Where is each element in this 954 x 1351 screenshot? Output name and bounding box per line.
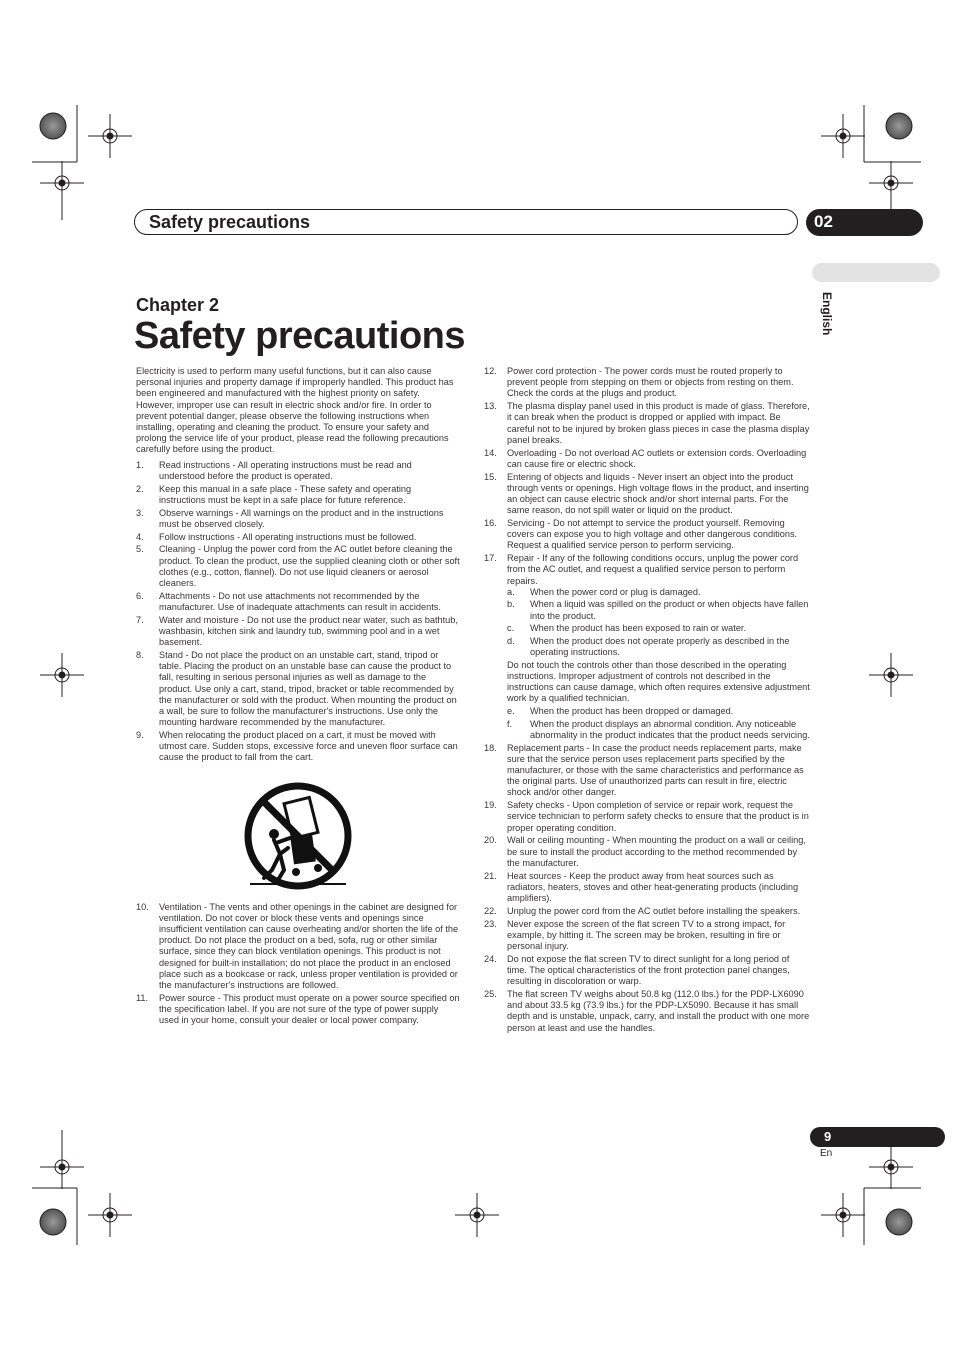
sub-list-item: c. When the product has been exposed to rain or water. [507, 623, 747, 634]
page-title: Safety precautions [134, 315, 465, 357]
list-item: 6. Attachments - Do not use attachments not recommended by the manufacturer. Use of inadequate attachments can result in accidents. [136, 590, 441, 613]
list-item: 12. Power cord protection - The power cords must be routed properly to prevent people from stepping on them or objects from resting on them. Check the cords at the plugs and product. [484, 366, 794, 399]
left-list-a [136, 460, 460, 764]
sub-list-item: d. When the product does not operate properly as described in the operating instructions. [507, 635, 790, 658]
list-item: 1. Read instructions - All operating instructions must be read and understood before the product is operated. [136, 459, 412, 481]
list-item: 18. Replacement parts - In case the product needs replacement parts, make sure that the service person uses replacement parts specified by the manufacturer, or those with the same characteristics and performance as the original parts. Use of unauthorized parts can result in fire, electric shock and/or other danger. [484, 742, 804, 798]
list-item: 11. Power source - This product must operate on a power source specified on the specification label. If you are not sure of the type of power supply used in your home, consult your dealer or local power company. [136, 992, 460, 1026]
cart-tip-over-warning-icon [238, 780, 358, 892]
list-item: 15. Entering of objects and liquids - Never insert an object into the product through vents or openings. High voltage flows in the product, and inserting an object can cause electric shock and/or short internal parts. For the same reason, do not spill water or liquid on the product. [484, 471, 809, 516]
language-label: English [820, 292, 834, 336]
list-item: 22. Unplug the power cord from the AC outlet before installing the speakers. [484, 905, 801, 916]
language-tab [812, 263, 940, 282]
left-list-b [136, 902, 460, 1027]
sub-list-item: e. When the product has been dropped or damaged. [507, 706, 734, 717]
list-item: 14. Overloading - Do not overload AC outlets or extension cords. Overloading can cause fire or electric shock. [484, 447, 807, 469]
list-item: 19. Safety checks - Upon completion of service or repair work, request the service technician to perform safety checks to ensure that the product is in proper operating condition. [484, 800, 809, 833]
left-column [136, 366, 460, 1028]
list-item: 2. Keep this manual in a safe place - These safety and operating instructions must be kept in a safe place for future reference. [136, 483, 412, 505]
list-item: 8. Stand - Do not place the product on an unstable cart, stand, tripod or table. Placing the product on an unstable base can cause the product to fall, resulting in serious personal injuries as well as damage to the product. Use only a cart, stand, tripod, bracket or table recommended by the manufacturer or sold with the product. When mounting the product on a wall, be sure to follow the manufacturer's instructions. Use only the mounting hardware recommended by the manufacturer. [136, 650, 457, 728]
section-header-bar [134, 209, 798, 235]
list-item: 10. Ventilation - The vents and other openings in the cabinet are designed for ventilation. Do not cover or block these vents and openings since insufficient ventilation can cause overheating and/or shorten the life of the product. Do not place the product on a bed, sofa, rug or other similar surface, since they can block ventilation openings. This product is not designed for built-in installation; do not place the product in an enclosed place such as a bookcase or rack, unless proper ventilation is provided or the manufacturer's instructions are followed. [136, 901, 459, 991]
page-number-tab [810, 1127, 945, 1147]
list-item: 9. When relocating the product placed on a cart, it must be moved with utmost care. Sudden stops, excessive force and uneven floor surface can cause the product to fall from the cart. [136, 730, 458, 763]
sub-list-item: a. When the power cord or plug is damaged. [507, 586, 701, 597]
list-item: 3. Observe warnings - All warnings on the product and in the instructions must be observed closely. [136, 507, 444, 529]
list-item: 16. Servicing - Do not attempt to service the product yourself. Removing covers can expose you to high voltage and other dangerous conditions. Request a qualified service person to perform servicing. [484, 518, 798, 551]
list-item: 23. Never expose the screen of the flat screen TV to a strong impact, for example, by hitting it. The screen may be broken, resulting in fire or personal injury. [484, 918, 786, 952]
section-title: Safety precautions [149, 212, 311, 232]
language-label-box [820, 292, 840, 352]
page-number: 9 [824, 1129, 832, 1144]
chapter-number: 02 [814, 212, 833, 231]
list-item: 5. Cleaning - Unplug the power cord from the AC outlet before cleaning the product. To clean the product, use the supplied cleaning cloth or other soft clothes (e.g., cotton, flannel). Do not use liquid cleaners or aerosol cleaners. [136, 544, 460, 589]
list-item: 17. Repair - If any of the following conditions occurs, unplug the power cord from the AC outlet, and request a qualified service person to perform repairs. a. When the power cord or plug is damaged. b. When a liquid was spilled on the product or when objects have fallen into the product. c. When the product has been exposed to rain or water. d. When the product does not operate properly as described in the operating instructions. Do not touch the controls other than those described in the operating instructions. Improper adjustment of controls not described in the instructions can cause damage, which often requires extensive adjustment work by a qualified technician. e. When the product has been dropped or damaged. f. When the product displays an abnormal condition. Any noticeable abnormality in the product indicates that the product needs servicing. [484, 553, 810, 740]
list-item: 25. The flat screen TV weighs about 50.8 kg (112.0 lbs.) for the PDP-LX6090 and about 33.5 kg (73.9 lbs.) for the PDP-LX5090. Because it has small depth and is unstable, unpack, carry, and install the product with one more person at least and use the handles. [484, 989, 810, 1033]
list-item: 4. Follow instructions - All operating instructions must be followed. [136, 531, 417, 542]
chapter-label: Chapter 2 [136, 295, 220, 315]
sub-list-item: b. When a liquid was spilled on the product or when objects have fallen into the product. [507, 599, 809, 621]
list-item: 21. Heat sources - Keep the product away from heat sources such as radiators, heaters, stoves and other heat-generating products (including amplifiers). [484, 870, 799, 904]
list-item: 13. The plasma display panel used in this product is made of glass. Therefore, it can break when the product is dropped or applied with impact. Be careful not to be injured by broken glass pieces in case the plasma display panel breaks. [484, 401, 810, 445]
page-language-code: En [820, 1148, 833, 1159]
list-item: 7. Water and moisture - Do not use the product near water, such as bathtub, washbasin, kitchen sink and laundry tub, swimming pool and in a wet basement. [136, 614, 458, 648]
right-column [484, 366, 810, 1035]
list-item: 20. Wall or ceiling mounting - When mounting the product on a wall or ceiling, be sure to install the product according to the method recommended by the manufacturer. [484, 835, 806, 868]
list-item: 24. Do not expose the flat screen TV to direct sunlight for a long period of time. The optical characteristics of the front protection panel changes, resulting in discoloration or warp. [484, 953, 790, 987]
intro-paragraph: Electricity is used to perform many useful functions, but it can also cause personal injuries and property damage if improperly handled. This product has been engineered and manufactured with the highest priority on safety. However, improper use can result in electric shock and/or fire. In order to prevent potential danger, please observe the following instructions when installing, operating and cleaning the product. To ensure your safety and prolong the service life of your product, please read the following precautions carefully before using the product. [136, 366, 454, 455]
chapter-number-tab [806, 209, 923, 236]
repair-note: Do not touch the controls other than those described in the operating instructions. Improper adjustment of controls not described in the instructions can cause damage, which often requires extensive adjustment work by a qualified technician. [507, 659, 810, 704]
sub-list-item: f. When the product displays an abnormal condition. Any noticeable abnormality in the product indicates that the product needs servicing. [507, 718, 810, 740]
